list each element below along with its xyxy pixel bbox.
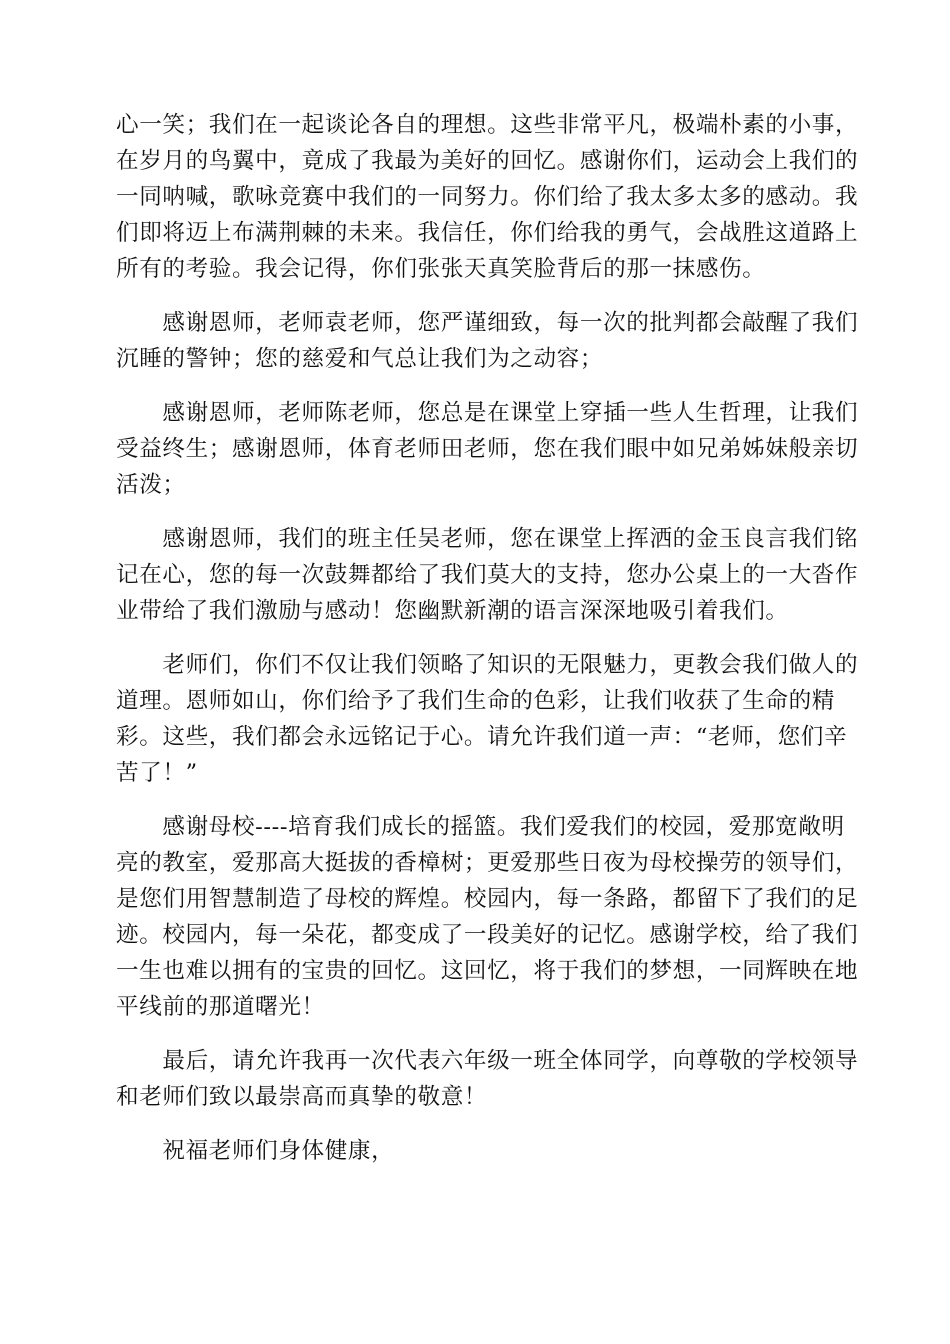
paragraph-2 — [116, 305, 859, 377]
document-body — [116, 107, 859, 1169]
text-line: 们即将迈上布满荆棘的未来。我信任，你们给我的勇气，会战胜这道路上 — [116, 220, 859, 246]
text-line: 和老师们致以最崇高而真挚的敬意！ — [116, 1084, 488, 1110]
text-line: 一生也难以拥有的宝贵的回忆。这回忆，将于我们的梦想，一同辉映在地 — [116, 958, 859, 984]
paragraph-5 — [116, 647, 859, 791]
paragraph-7 — [116, 1043, 859, 1115]
text-line: 活泼； — [116, 472, 186, 498]
text-line: 业带给了我们激励与感动！您幽默新潮的语言深深地吸引着我们。 — [116, 598, 789, 624]
text-line: 所有的考验。我会记得，你们张张天真笑脸背后的那一抹感伤。 — [116, 256, 766, 282]
text-line: 心一笑；我们在一起谈论各自的理想。这些非常平凡，极端朴素的小事， — [116, 112, 859, 138]
text-line: 感谢恩师，我们的班主任吴老师，您在课堂上挥洒的金玉良言我们铭 — [116, 526, 859, 552]
text-line: 一同呐喊，歌咏竞赛中我们的一同努力。你们给了我太多太多的感动。我 — [116, 184, 859, 210]
paragraph-gap — [116, 377, 836, 395]
text-line: 亮的教室，爱那高大挺拔的香樟树；更爱那些日夜为母校操劳的领导们， — [116, 850, 859, 876]
text-line: 受益终生；感谢恩师，体育老师田老师，您在我们眼中如兄弟姊妹般亲切 — [116, 436, 859, 462]
paragraph-gap — [116, 503, 836, 521]
paragraph-gap — [116, 1025, 836, 1043]
paragraph-gap — [116, 629, 836, 647]
paragraph-4 — [116, 521, 859, 629]
text-line: 彩。这些，我们都会永远铭记于心。请允许我们道一声：“老师，您们辛 — [116, 724, 848, 750]
paragraph-8 — [116, 1133, 836, 1169]
text-line: 祝福老师们身体健康， — [116, 1138, 395, 1164]
paragraph-3 — [116, 395, 859, 503]
text-line: 迹。校园内，每一朵花，都变成了一段美好的记忆。感谢学校，给了我们 — [116, 922, 859, 948]
text-line: 老师们，你们不仅让我们领略了知识的无限魅力，更教会我们做人的 — [116, 652, 859, 678]
text-line: 在岁月的鸟翼中，竟成了我最为美好的回忆。感谢你们，运动会上我们的 — [116, 148, 859, 174]
text-line: 是您们用智慧制造了母校的辉煌。校园内，每一条路，都留下了我们的足 — [116, 886, 859, 912]
paragraph-gap — [116, 1115, 836, 1133]
text-line: 平线前的那道曙光！ — [116, 994, 325, 1020]
text-line: 最后，请允许我再一次代表六年级一班全体同学，向尊敬的学校领导 — [116, 1048, 859, 1074]
text-line: 感谢恩师，老师陈老师，您总是在课堂上穿插一些人生哲理，让我们 — [116, 400, 859, 426]
paragraph-6 — [116, 809, 859, 1025]
paragraph-gap — [116, 791, 836, 809]
text-line: 记在心，您的每一次鼓舞都给了我们莫大的支持，您办公桌上的一大沓作 — [116, 562, 859, 588]
text-line: 感谢恩师，老师袁老师，您严谨细致，每一次的批判都会敲醒了我们 — [116, 310, 859, 336]
paragraph-1 — [116, 107, 859, 287]
text-line: 苦了！” — [116, 760, 198, 786]
text-line: 感谢母校----培育我们成长的摇篮。我们爱我们的校园，爱那宽敞明 — [116, 814, 845, 840]
text-line: 道理。恩师如山，你们给予了我们生命的色彩，让我们收获了生命的精 — [116, 688, 836, 714]
text-line: 沉睡的警钟；您的慈爱和气总让我们为之动容； — [116, 346, 604, 372]
paragraph-gap — [116, 287, 836, 305]
